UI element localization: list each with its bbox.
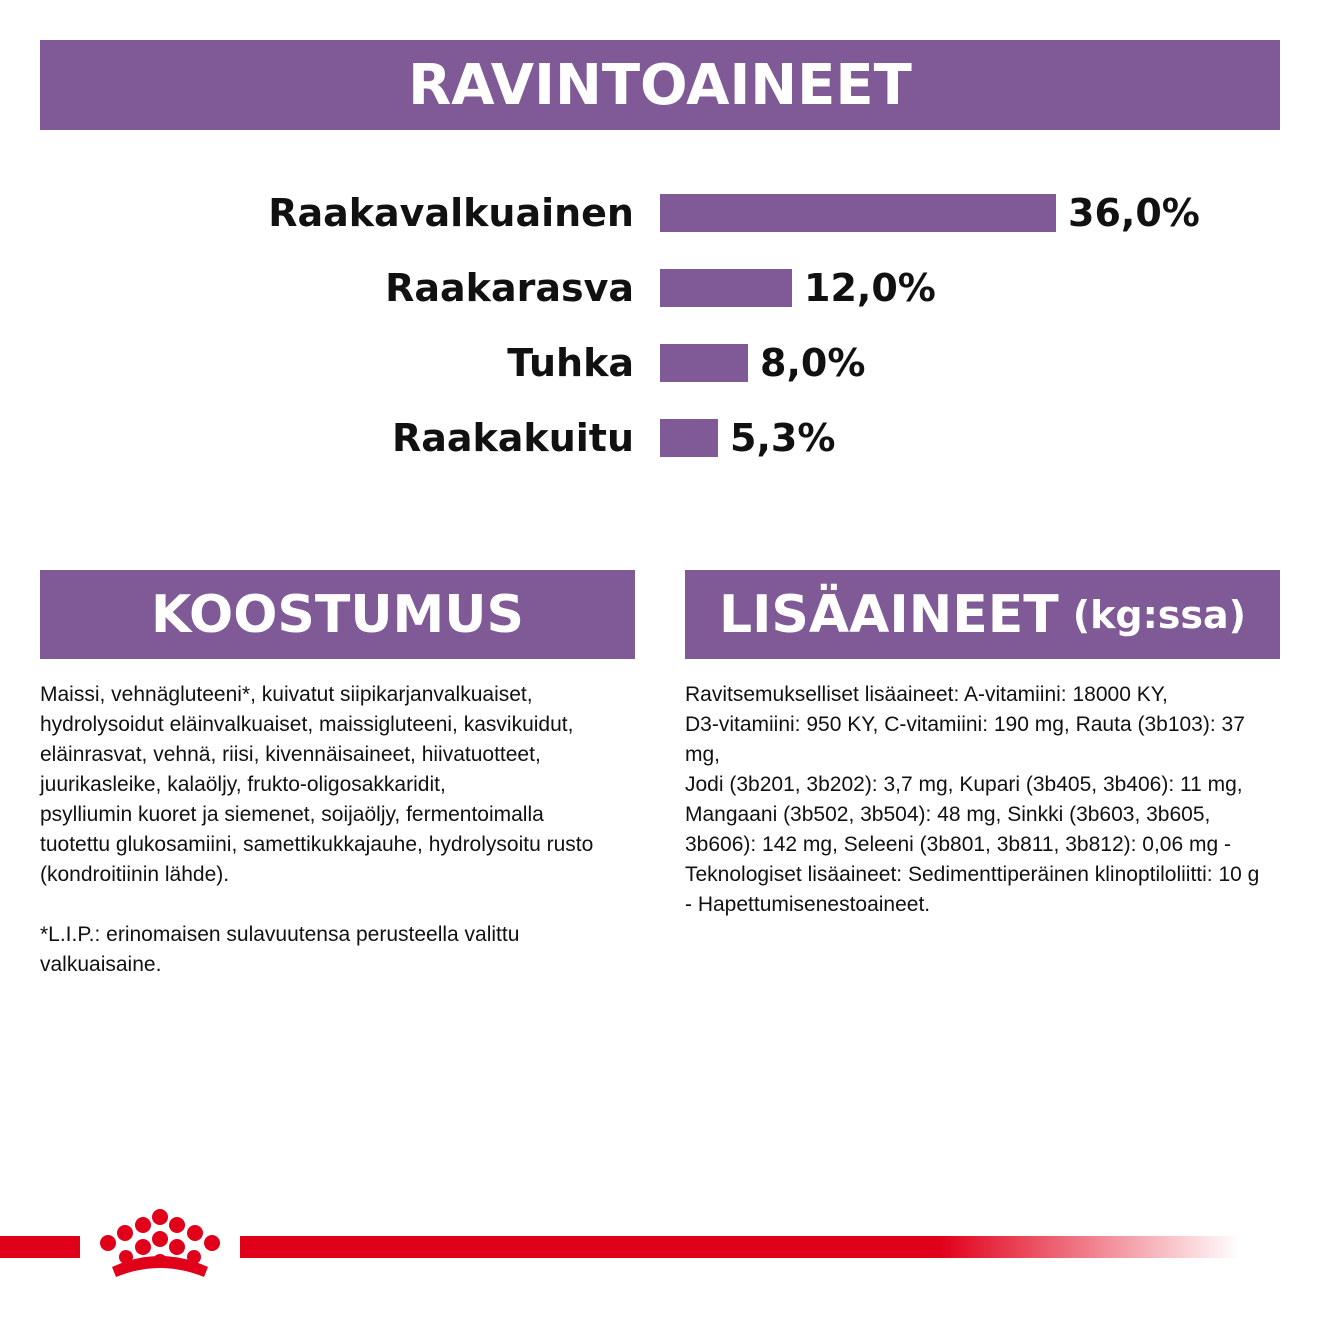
- nutrient-row: [0, 340, 1320, 386]
- composition-footnote: *L.I.P.: erinomaisen sulavuutensa perusteella valittu valkuaisaine.: [40, 923, 520, 976]
- footer-line-left: [0, 1236, 80, 1258]
- composition-banner: [40, 570, 635, 659]
- nutrient-bar: [660, 344, 748, 382]
- nutrients-banner: [40, 40, 1280, 130]
- composition-title: KOOSTUMUS: [151, 584, 524, 645]
- nutrient-label: Raakakuitu: [391, 416, 634, 460]
- nutrient-value: 12,0%: [804, 266, 936, 310]
- nutrient-bar: [660, 419, 718, 457]
- footer-line-right: [240, 1236, 1240, 1258]
- nutrient-row: [0, 415, 1320, 461]
- nutrients-title: RAVINTOAINEET: [408, 52, 912, 118]
- nutrient-label: Raakavalkuainen: [268, 191, 634, 235]
- nutrient-value: 8,0%: [760, 341, 866, 385]
- nutrient-value: 5,3%: [730, 416, 836, 460]
- nutrient-row: [0, 265, 1320, 311]
- additives-title: LISÄAINEET: [718, 584, 1059, 645]
- nutrient-row: [0, 190, 1320, 236]
- additives-text: Ravitsemukselliset lisäaineet: A-vitamiini: 18000 KY, D3-vitamiini: 950 KY, C-vitamiini: 190 mg, Rauta (3b103): 37 mg, Jodi (3b201, 3b202): 3,7 mg, Kupari (3b405, 3b406): 11 mg, Mangaani (3b502, 3b504): 48 mg, Sinkki (3b603, 3b605, 3b606): 142 mg, Seleeni (3b801, 3b811, 3b812): 0,06 mg - Teknologiset lisäaineet: Sedimenttiperäinen klinoptiloliitti: 10 g - Hapettumisenestoaineet.: [685, 683, 1260, 916]
- additives-banner: [685, 570, 1280, 659]
- nutrient-value: 36,0%: [1068, 191, 1200, 235]
- nutrient-label: Raakarasva: [385, 266, 634, 310]
- composition-text: Maissi, vehnägluteeni*, kuivatut siipikarjanvalkuaiset, hydrolysoidut eläinvalkuaiset, maissigluteeni, kasvikuidut, eläinrasvat, vehnä, riisi, kivennäisaineet, hiivatuotteet, juurikasleike, kalaöljy, frukto-oligosakkaridit, psylliumin kuoret ja siemenet, soijaöljy, fermentoimalla tuotettu glukosamiini, samettikukkajauhe, hydrolysoitu rusto (kondroitiinin lähde).: [40, 683, 594, 886]
- nutrient-bar: [660, 194, 1056, 232]
- nutrient-label: Tuhka: [507, 341, 634, 385]
- additives-title-suffix: (kg:ssa): [1072, 592, 1247, 637]
- nutrient-bar: [660, 269, 792, 307]
- crown-icon: [90, 1205, 230, 1290]
